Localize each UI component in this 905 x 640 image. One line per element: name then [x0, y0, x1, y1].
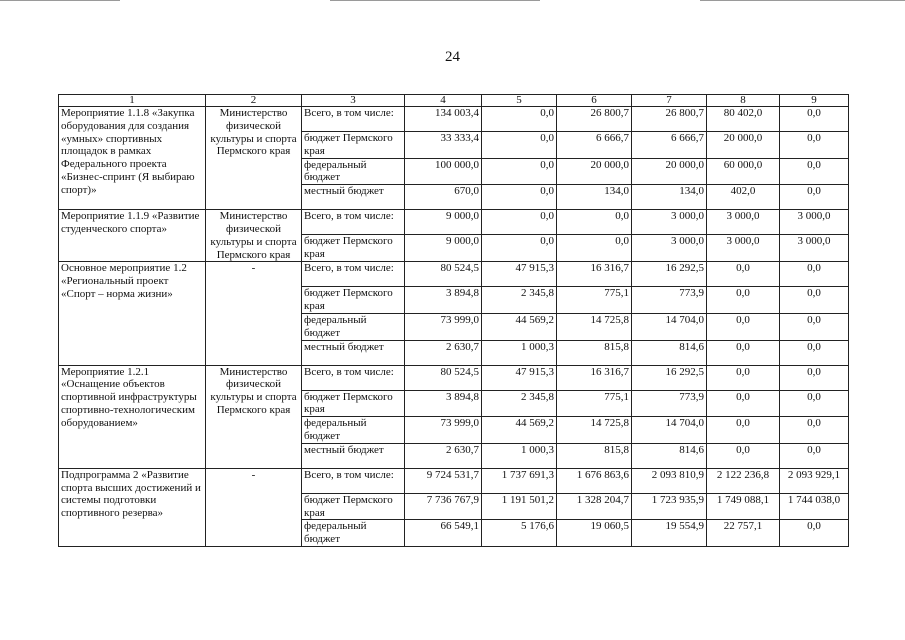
header-cell: 2 [206, 95, 302, 107]
amount-cell: 5 176,6 [482, 520, 557, 547]
amount-cell: 20 000,0 [707, 132, 780, 159]
amount-cell: 775,1 [557, 390, 632, 417]
table-row [59, 262, 849, 287]
activity-cell: Мероприятие 1.1.9 «Развитие студенческого спорта» [59, 210, 206, 262]
executor-cell: Министерство физической культуры и спорта Пермского края [206, 210, 302, 262]
amount-cell: 0,0 [707, 340, 780, 365]
amount-cell: 0,0 [707, 365, 780, 390]
amount-cell: 2 093 929,1 [780, 468, 849, 493]
header-cell: 8 [707, 95, 780, 107]
amount-cell: 16 316,7 [557, 262, 632, 287]
header-cell: 7 [632, 95, 707, 107]
amount-cell: 2 630,7 [405, 443, 482, 468]
amount-cell: 3 000,0 [632, 210, 707, 235]
amount-cell: 20 000,0 [557, 158, 632, 185]
amount-cell: 0,0 [707, 262, 780, 287]
amount-cell: 402,0 [707, 185, 780, 210]
amount-cell: 0,0 [780, 107, 849, 132]
funding-source-cell: федеральный бюджет [302, 520, 405, 547]
amount-cell: 0,0 [780, 443, 849, 468]
amount-cell: 2 093 810,9 [632, 468, 707, 493]
funding-source-cell: федеральный бюджет [302, 158, 405, 185]
funding-source-cell: Всего, в том числе: [302, 365, 405, 390]
amount-cell: 1 000,3 [482, 340, 557, 365]
amount-cell: 1 676 863,6 [557, 468, 632, 493]
funding-source-cell: бюджет Пермского края [302, 132, 405, 159]
amount-cell: 2 345,8 [482, 390, 557, 417]
amount-cell: 0,0 [780, 390, 849, 417]
amount-cell: 775,1 [557, 287, 632, 314]
table-row [59, 107, 849, 132]
amount-cell: 14 704,0 [632, 417, 707, 444]
amount-cell: 0,0 [780, 417, 849, 444]
amount-cell: 19 554,9 [632, 520, 707, 547]
amount-cell: 0,0 [780, 520, 849, 547]
header-cell: 9 [780, 95, 849, 107]
amount-cell: 3 000,0 [707, 235, 780, 262]
executor-cell: Министерство физической культуры и спорта Пермского края [206, 107, 302, 210]
header-row [59, 95, 849, 107]
funding-source-cell: Всего, в том числе: [302, 210, 405, 235]
amount-cell: 66 549,1 [405, 520, 482, 547]
amount-cell: 6 666,7 [632, 132, 707, 159]
amount-cell: 1 723 935,9 [632, 493, 707, 520]
funding-source-cell: Всего, в том числе: [302, 262, 405, 287]
activity-cell: Мероприятие 1.1.8 «Закупка оборудования для создания «умных» спортивных площадок в рамках Федерального проекта «Бизнес-спринт (Я выбираю спорт)» [59, 107, 206, 210]
executor-cell: Министерство физической культуры и спорта Пермского края [206, 365, 302, 468]
table-row [59, 365, 849, 390]
amount-cell: 815,8 [557, 443, 632, 468]
amount-cell: 1 744 038,0 [780, 493, 849, 520]
amount-cell: 0,0 [780, 287, 849, 314]
amount-cell: 1 000,3 [482, 443, 557, 468]
amount-cell: 80 402,0 [707, 107, 780, 132]
amount-cell: 3 000,0 [780, 210, 849, 235]
amount-cell: 6 666,7 [557, 132, 632, 159]
amount-cell: 0,0 [780, 365, 849, 390]
amount-cell: 0,0 [780, 340, 849, 365]
header-cell: 3 [302, 95, 405, 107]
amount-cell: 19 060,5 [557, 520, 632, 547]
header-cell: 4 [405, 95, 482, 107]
funding-source-cell: местный бюджет [302, 443, 405, 468]
amount-cell: 47 915,3 [482, 262, 557, 287]
amount-cell: 814,6 [632, 340, 707, 365]
amount-cell: 16 316,7 [557, 365, 632, 390]
funding-source-cell: бюджет Пермского края [302, 287, 405, 314]
amount-cell: 0,0 [707, 443, 780, 468]
executor-cell: - [206, 468, 302, 546]
amount-cell: 0,0 [780, 262, 849, 287]
amount-cell: 0,0 [482, 210, 557, 235]
amount-cell: 73 999,0 [405, 313, 482, 340]
budget-table [58, 94, 849, 547]
scan-line-top-mid [330, 0, 540, 1]
amount-cell: 0,0 [707, 287, 780, 314]
amount-cell: 0,0 [482, 132, 557, 159]
header-cell: 1 [59, 95, 206, 107]
table-row [59, 210, 849, 235]
amount-cell: 9 000,0 [405, 210, 482, 235]
funding-source-cell: федеральный бюджет [302, 313, 405, 340]
amount-cell: 0,0 [557, 235, 632, 262]
amount-cell: 26 800,7 [557, 107, 632, 132]
amount-cell: 2 122 236,8 [707, 468, 780, 493]
header-cell: 5 [482, 95, 557, 107]
table-row [59, 468, 849, 493]
amount-cell: 0,0 [707, 417, 780, 444]
executor-cell: - [206, 262, 302, 365]
amount-cell: 22 757,1 [707, 520, 780, 547]
funding-source-cell: Всего, в том числе: [302, 468, 405, 493]
amount-cell: 16 292,5 [632, 365, 707, 390]
amount-cell: 814,6 [632, 443, 707, 468]
amount-cell: 14 704,0 [632, 313, 707, 340]
amount-cell: 0,0 [482, 107, 557, 132]
amount-cell: 1 328 204,7 [557, 493, 632, 520]
activity-cell: Мероприятие 1.2.1 «Оснащение объектов спортивной инфраструктуры спортивно-технологическим оборудованием» [59, 365, 206, 468]
amount-cell: 20 000,0 [632, 158, 707, 185]
amount-cell: 9 724 531,7 [405, 468, 482, 493]
amount-cell: 80 524,5 [405, 262, 482, 287]
amount-cell: 670,0 [405, 185, 482, 210]
amount-cell: 3 894,8 [405, 390, 482, 417]
amount-cell: 3 894,8 [405, 287, 482, 314]
amount-cell: 26 800,7 [632, 107, 707, 132]
amount-cell: 44 569,2 [482, 313, 557, 340]
amount-cell: 73 999,0 [405, 417, 482, 444]
amount-cell: 0,0 [482, 185, 557, 210]
amount-cell: 14 725,8 [557, 313, 632, 340]
amount-cell: 773,9 [632, 390, 707, 417]
funding-source-cell: федеральный бюджет [302, 417, 405, 444]
amount-cell: 0,0 [780, 132, 849, 159]
scan-line-top-right [700, 0, 905, 1]
funding-source-cell: Всего, в том числе: [302, 107, 405, 132]
amount-cell: 16 292,5 [632, 262, 707, 287]
amount-cell: 0,0 [780, 185, 849, 210]
scan-line-top-left [0, 0, 120, 1]
amount-cell: 773,9 [632, 287, 707, 314]
amount-cell: 9 000,0 [405, 235, 482, 262]
header-cell: 6 [557, 95, 632, 107]
page-number: 24 [445, 49, 460, 65]
amount-cell: 0,0 [482, 158, 557, 185]
amount-cell: 1 749 088,1 [707, 493, 780, 520]
amount-cell: 0,0 [780, 313, 849, 340]
activity-cell: Подпрограмма 2 «Развитие спорта высших достижений и системы подготовки спортивного резерва» [59, 468, 206, 546]
amount-cell: 60 000,0 [707, 158, 780, 185]
amount-cell: 3 000,0 [707, 210, 780, 235]
amount-cell: 2 345,8 [482, 287, 557, 314]
amount-cell: 0,0 [482, 235, 557, 262]
amount-cell: 815,8 [557, 340, 632, 365]
amount-cell: 3 000,0 [632, 235, 707, 262]
amount-cell: 134,0 [632, 185, 707, 210]
funding-source-cell: бюджет Пермского края [302, 390, 405, 417]
amount-cell: 1 737 691,3 [482, 468, 557, 493]
funding-source-cell: местный бюджет [302, 340, 405, 365]
amount-cell: 0,0 [780, 158, 849, 185]
amount-cell: 0,0 [557, 210, 632, 235]
amount-cell: 134 003,4 [405, 107, 482, 132]
amount-cell: 47 915,3 [482, 365, 557, 390]
amount-cell: 80 524,5 [405, 365, 482, 390]
amount-cell: 14 725,8 [557, 417, 632, 444]
funding-source-cell: бюджет Пермского края [302, 235, 405, 262]
amount-cell: 2 630,7 [405, 340, 482, 365]
amount-cell: 100 000,0 [405, 158, 482, 185]
amount-cell: 44 569,2 [482, 417, 557, 444]
amount-cell: 0,0 [707, 313, 780, 340]
amount-cell: 134,0 [557, 185, 632, 210]
activity-cell: Основное мероприятие 1.2 «Региональный проект «Спорт – норма жизни» [59, 262, 206, 365]
amount-cell: 33 333,4 [405, 132, 482, 159]
funding-source-cell: бюджет Пермского края [302, 493, 405, 520]
amount-cell: 7 736 767,9 [405, 493, 482, 520]
amount-cell: 1 191 501,2 [482, 493, 557, 520]
amount-cell: 0,0 [707, 390, 780, 417]
amount-cell: 3 000,0 [780, 235, 849, 262]
funding-source-cell: местный бюджет [302, 185, 405, 210]
